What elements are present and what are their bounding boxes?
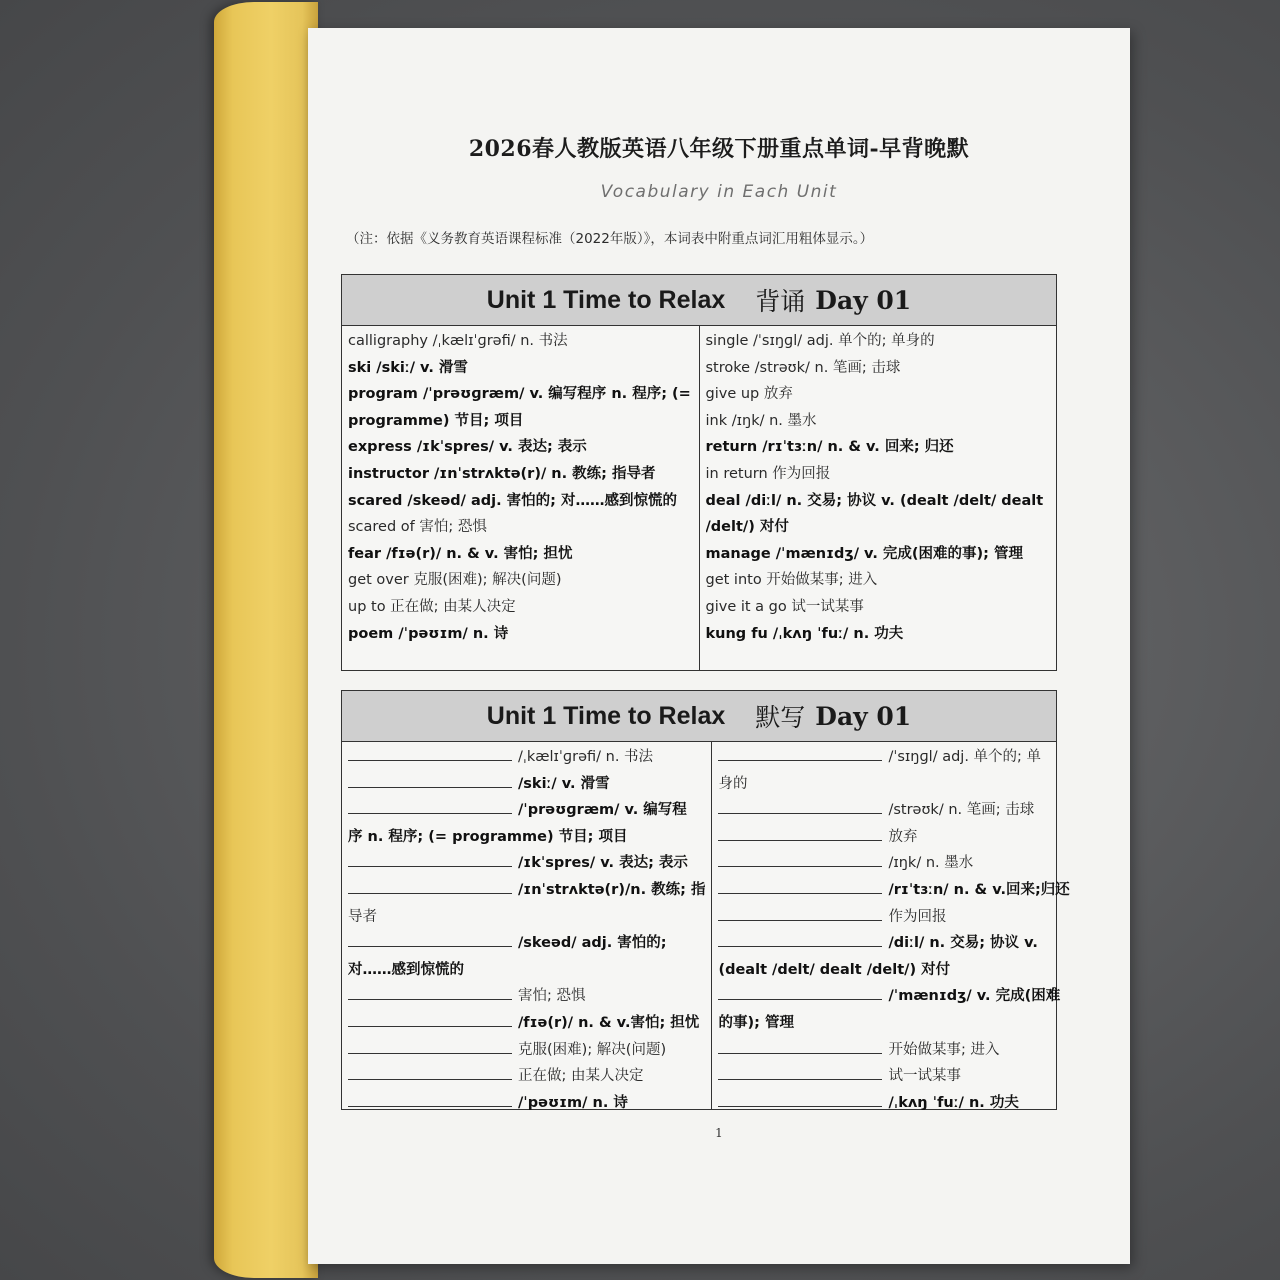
vocab-text: manage /ˈmænɪdʒ/ v. 完成(困难的事); 管理 [705, 545, 1023, 562]
vocab-text: return /rɪˈtɜːn/ n. & v. 回来; 归还 [705, 439, 954, 456]
fill-in-blank [718, 1037, 882, 1054]
fill-in-blank [348, 797, 512, 814]
vocab-text: single /ˈsɪŋɡl/ adj. 单个的; 单身的 [705, 333, 935, 349]
vocab-text: instructor /ɪnˈstrʌktə(r)/ n. 教练; 指导者 [348, 465, 656, 482]
fill-in-blank [718, 850, 882, 867]
vocab-text: 作为回报 [888, 908, 947, 925]
vocab-text: 序 n. 程序; (= programme) 节目; 项目 [348, 828, 628, 845]
unit-title: Unit 1 Time to Relax [486, 701, 726, 730]
vocab-text: /ˈprəʊɡræm/ v. 编写程 [518, 802, 687, 819]
document-title: 2026春人教版英语八年级下册重点单词-早背晚默 [468, 136, 970, 162]
vocab-text: programme) 节目; 项目 [348, 412, 524, 429]
vocab-entry [718, 877, 1069, 904]
fill-in-blank [718, 824, 882, 841]
vocab-text: /skeəd/ adj. 害怕的; [518, 935, 667, 952]
vocab-text: kung fu /ˌkʌŋ ˈfuː/ n. 功夫 [705, 625, 904, 642]
vocab-entry [348, 877, 705, 904]
dictation-right-column [712, 742, 1075, 1109]
vocab-entry [348, 930, 705, 957]
day-label: Day 01 [815, 285, 912, 315]
vocab-entry [348, 514, 693, 541]
vocab-text: poem /ˈpəʊɪm/ n. 诗 [348, 625, 509, 642]
vocab-entry [706, 381, 1051, 408]
vocab-text: give it a go 试一试某事 [705, 598, 864, 615]
vocab-entry [348, 744, 705, 771]
fill-in-blank [718, 904, 882, 921]
vocab-text: /ˈsɪŋɡl/ adj. 单个的; 单 [888, 749, 1042, 765]
vocab-entry [718, 1037, 1069, 1064]
vocab-entry [348, 771, 705, 798]
recite-table [341, 274, 1057, 671]
document-subtitle: Vocabulary in Each Unit [600, 182, 838, 202]
recite-table-header [342, 275, 1056, 326]
vocab-entry [348, 381, 693, 408]
vocab-text: /ˌkʌŋ ˈfuː/ n. 功夫 [888, 1094, 1019, 1111]
fill-in-blank [718, 797, 882, 814]
fill-in-blank [718, 744, 882, 761]
vocab-entry [348, 434, 693, 461]
fill-in-blank [348, 1090, 512, 1107]
vocab-entry [348, 1010, 705, 1037]
vocab-text: get over 克服(困难); 解决(问题) [348, 572, 562, 589]
vocab-text: /ˈmænɪdʒ/ v. 完成(困难 [888, 988, 1061, 1005]
document-note: （注：依据《义务教育英语课程标准（2022年版）》，本词表中附重点词汇用粗体显示。） [346, 231, 874, 247]
vocab-text: (dealt /delt/ dealt /delt/) 对付 [718, 961, 951, 978]
vocab-text: 害怕; 恐惧 [518, 988, 586, 1005]
document-page [308, 28, 1130, 1264]
vocab-text: program /ˈprəʊɡræm/ v. 编写程序 n. 程序; (= [348, 386, 691, 403]
day-label: Day 01 [815, 701, 912, 731]
vocab-text: 身的 [718, 775, 748, 792]
vocab-entry [348, 957, 705, 984]
vocab-text: /ɪnˈstrʌktə(r)/n. 教练; 指 [518, 881, 706, 898]
vocab-entry [718, 744, 1069, 771]
vocab-text: express /ɪkˈspres/ v. 表达; 表示 [348, 439, 587, 456]
vocab-entry [348, 904, 705, 931]
vocab-entry [706, 488, 1051, 515]
vocab-text: 放弃 [888, 828, 918, 845]
fill-in-blank [348, 771, 512, 788]
fill-in-blank [718, 983, 882, 1000]
vocab-text: give up 放弃 [705, 386, 793, 403]
vocab-entry [718, 771, 1069, 798]
vocab-text: fear /fɪə(r)/ n. & v. 害怕; 担忧 [348, 545, 573, 562]
vocab-entry [706, 408, 1051, 435]
vocab-entry [348, 1037, 705, 1064]
vocab-text: ink /ɪŋk/ n. 墨水 [705, 412, 817, 429]
vocab-text: 克服(困难); 解决(问题) [518, 1041, 667, 1058]
vocab-text: /ˌkælɪˈɡrəfi/ n. 书法 [518, 749, 654, 765]
vocab-text: 试一试某事 [888, 1068, 961, 1085]
vocab-entry [348, 824, 705, 851]
vocab-entry [706, 328, 1051, 355]
vocab-entry [718, 1010, 1069, 1037]
vocab-text: 对……感到惊慌的 [348, 961, 464, 978]
vocab-text: /skiː/ v. 滑雪 [518, 775, 610, 792]
vocab-entry [348, 567, 693, 594]
vocab-entry [348, 541, 693, 568]
fill-in-blank [348, 1037, 512, 1054]
vocab-text: /delt/) 对付 [705, 519, 789, 536]
vocab-entry [348, 797, 705, 824]
vocab-text: scared /skeəd/ adj. 害怕的; 对……感到惊慌的 [348, 492, 678, 509]
vocab-entry [348, 621, 693, 648]
vocab-entry [348, 328, 693, 355]
vocab-entry [718, 1063, 1069, 1090]
fill-in-blank [718, 930, 882, 947]
yellow-book-cover [214, 2, 318, 1278]
vocab-text: scared of 害怕; 恐惧 [348, 519, 487, 536]
vocab-text: deal /diːl/ n. 交易; 协议 v. (dealt /delt/ dealt [705, 492, 1044, 509]
vocab-entry [706, 541, 1051, 568]
vocab-text: /strəʊk/ n. 笔画; 击球 [888, 802, 1035, 819]
vocab-entry [348, 355, 693, 382]
vocab-text: /rɪˈtɜːn/ n. & v.回来;归还 [888, 881, 1070, 898]
vocab-text: /ɪŋk/ n. 墨水 [888, 855, 974, 872]
dictation-table-header [342, 691, 1056, 742]
vocab-text: 的事); 管理 [718, 1014, 794, 1031]
vocab-text: 导者 [348, 908, 377, 925]
vocab-text: up to 正在做; 由某人决定 [348, 598, 516, 615]
vocab-entry [718, 797, 1069, 824]
dictation-left-column [342, 742, 712, 1109]
vocab-entry [706, 355, 1051, 382]
recite-right-column [700, 326, 1057, 670]
fill-in-blank [718, 877, 882, 894]
recite-left-column [342, 326, 700, 670]
vocab-entry [718, 824, 1069, 851]
vocab-entry [718, 983, 1069, 1010]
vocab-entry [706, 461, 1051, 488]
vocab-text: /ɪkˈspres/ v. 表达; 表示 [518, 855, 688, 872]
vocab-entry [348, 408, 693, 435]
fill-in-blank [348, 744, 512, 761]
dictation-table [341, 690, 1070, 1111]
unit-title: Unit 1 Time to Relax [486, 285, 726, 314]
vocab-entry [718, 1090, 1069, 1117]
fill-in-blank [718, 1090, 882, 1107]
vocab-entry [348, 983, 705, 1010]
vocab-entry [718, 957, 1069, 984]
vocab-entry [706, 594, 1051, 621]
vocab-text: /diːl/ n. 交易; 协议 v. [888, 935, 1038, 952]
vocab-text: /fɪə(r)/ n. & v.害怕; 担忧 [518, 1014, 700, 1031]
vocab-entry [718, 850, 1069, 877]
fill-in-blank [348, 1063, 512, 1080]
vocab-text: 正在做; 由某人决定 [518, 1068, 644, 1085]
vocab-entry [718, 930, 1069, 957]
vocab-entry [348, 594, 693, 621]
vocab-text: 开始做某事; 进入 [888, 1041, 1000, 1058]
fill-in-blank [348, 850, 512, 867]
fill-in-blank [348, 877, 512, 894]
vocab-text: in return 作为回报 [705, 465, 831, 482]
vocab-entry [348, 461, 693, 488]
vocab-entry [348, 1063, 705, 1090]
vocab-entry [348, 1090, 705, 1117]
fill-in-blank [718, 1063, 882, 1080]
vocab-entry [348, 850, 705, 877]
vocab-text: get into 开始做某事; 进入 [705, 572, 878, 589]
fill-in-blank [348, 983, 512, 1000]
vocab-text: ski /skiː/ v. 滑雪 [348, 359, 468, 376]
vocab-entry [718, 904, 1069, 931]
mode-label: 默写 [755, 703, 806, 732]
mode-label: 背诵 [755, 287, 806, 316]
vocab-entry [348, 488, 693, 515]
vocab-entry [706, 621, 1051, 648]
fill-in-blank [348, 1010, 512, 1027]
vocab-text: stroke /strəʊk/ n. 笔画; 击球 [705, 359, 901, 376]
vocab-entry [706, 434, 1051, 461]
vocab-entry [706, 567, 1051, 594]
page-number: 1 [715, 1126, 723, 1140]
fill-in-blank [348, 930, 512, 947]
vocab-text: calligraphy /ˌkælɪˈɡrəfi/ n. 书法 [348, 333, 568, 349]
vocab-text: /ˈpəʊɪm/ n. 诗 [518, 1094, 628, 1111]
vocab-entry [706, 514, 1051, 541]
